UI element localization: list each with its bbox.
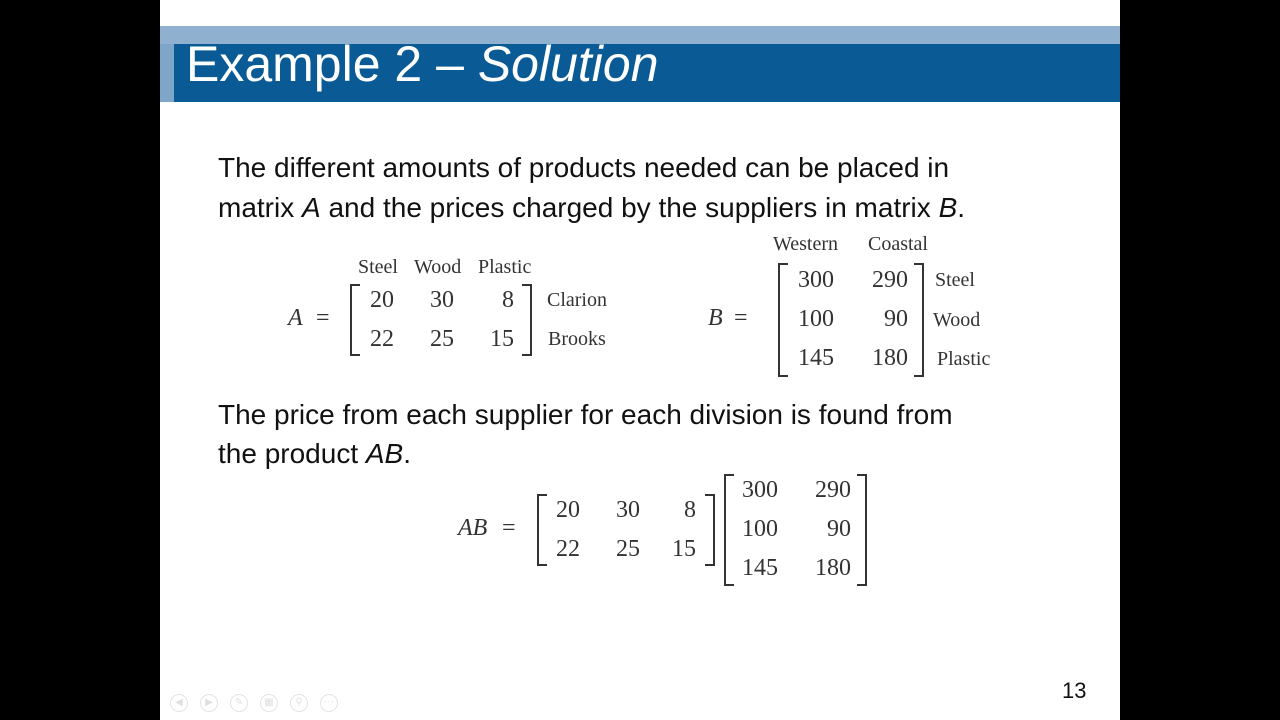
matrix-a-cell: 15 [490, 326, 514, 352]
matrix-b-left-bracket [778, 263, 788, 377]
title-band-edge [160, 44, 174, 102]
paragraph-2-line-2: the product AB. [218, 438, 412, 469]
matrix-a-name: A [288, 305, 303, 331]
pen-icon[interactable]: ✎ [230, 694, 248, 712]
matrix-a-cell: 8 [502, 287, 514, 313]
page-number: 13 [1062, 678, 1087, 703]
slide [160, 0, 1120, 720]
product-left-cell: 30 [616, 497, 640, 523]
product-right-cell: 180 [815, 555, 851, 581]
product-right-cell: 300 [742, 477, 778, 503]
slides-icon[interactable]: ▦ [260, 694, 278, 712]
matrix-a-col-header: Plastic [478, 256, 532, 278]
matrix-b-cell: 90 [884, 306, 908, 332]
slideshow-nav-toolbar [170, 694, 338, 714]
matrix-b-cell: 100 [798, 306, 834, 332]
product-right-matrix-right-bracket [857, 474, 867, 586]
matrix-b-row-label: Steel [935, 269, 975, 291]
product-left-cell: 22 [556, 536, 580, 562]
product-right-cell: 290 [815, 477, 851, 503]
matrix-a-cell: 30 [430, 287, 454, 313]
matrix-a-row-label: Brooks [548, 328, 606, 350]
matrix-b-right-bracket [914, 263, 924, 377]
product-left-matrix-right-bracket [705, 494, 715, 566]
product-left-cell: 15 [672, 536, 696, 562]
zoom-icon[interactable]: ⚲ [290, 694, 308, 712]
title-italic: Solution [477, 36, 659, 92]
product-name: AB [458, 515, 488, 541]
matrix-a-col-header: Wood [414, 256, 462, 278]
matrix-a-cell: 22 [370, 326, 394, 352]
prev-icon[interactable]: ◀ [170, 694, 188, 712]
matrix-a-equals: = [316, 305, 330, 331]
matrix-b-equals: = [734, 305, 748, 331]
matrix-b-row-label: Plastic [937, 348, 991, 370]
title-main: Example 2 – [186, 36, 478, 92]
matrix-b-col-header: Western [773, 233, 839, 255]
matrix-b-cell: 300 [798, 267, 834, 293]
matrix-b-row-label: Wood [933, 309, 981, 331]
next-icon[interactable]: ▶ [200, 694, 218, 712]
more-icon[interactable]: ⋯ [320, 694, 338, 712]
paragraph-2-line-1: The price from each supplier for each division is found from [218, 399, 953, 430]
paragraph-1-line-2: matrix A and the prices charged by the suppliers in matrix B. [218, 192, 966, 223]
matrix-a-col-header: Steel [358, 256, 398, 278]
matrix-b-col-header: Coastal [868, 233, 928, 255]
matrix-b-cell: 290 [872, 267, 908, 293]
matrix-b-cell: 180 [872, 345, 908, 371]
matrix-a-right-bracket [522, 284, 532, 356]
matrix-a-cell: 20 [370, 287, 394, 313]
product-right-cell: 100 [742, 516, 778, 542]
matrix-a-cell: 25 [430, 326, 454, 352]
matrix-b-name: B [708, 305, 723, 331]
product-left-cell: 25 [616, 536, 640, 562]
paragraph-1-line-1: The different amounts of products needed can be placed in [218, 152, 950, 183]
matrix-b-cell: 145 [798, 345, 834, 371]
product-left-cell: 20 [556, 497, 580, 523]
matrix-a-row-label: Clarion [547, 289, 607, 311]
slide-title [186, 36, 659, 92]
product-right-cell: 90 [827, 516, 851, 542]
product-left-cell: 8 [684, 497, 696, 523]
product-equals: = [502, 515, 516, 541]
product-right-cell: 145 [742, 555, 778, 581]
